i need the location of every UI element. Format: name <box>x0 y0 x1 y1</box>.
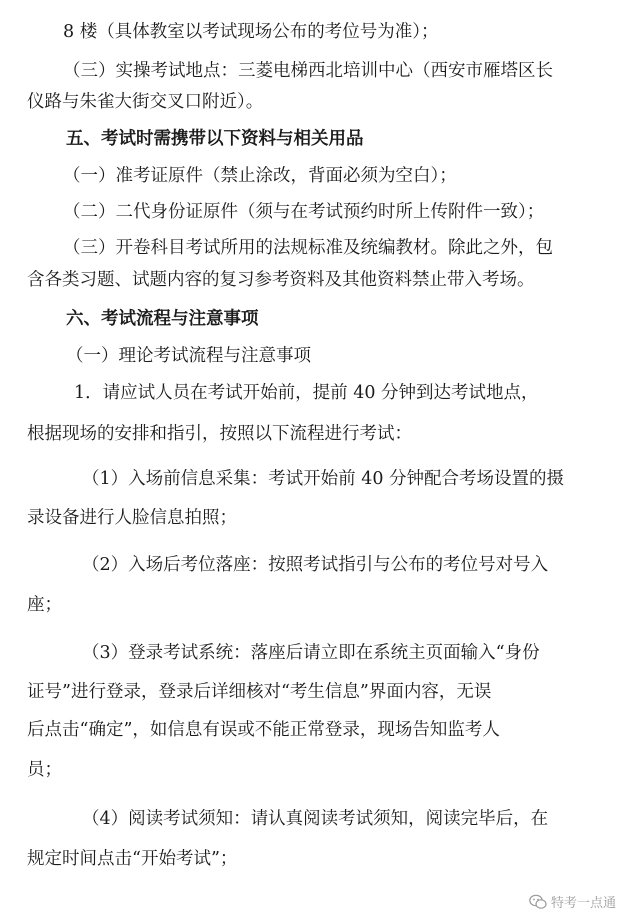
text-line: 后点击“确定”，如信息有误或不能正常登录，现场告知监考人 <box>27 720 500 740</box>
text-line: （1）入场前信息采集：考试开始前 40 分钟配合考场设置的摄 <box>82 469 565 489</box>
text-line: 员； <box>27 760 62 780</box>
text-line: 规定时间点击“开始考试”； <box>27 849 238 869</box>
text-line: （一）准考证原件（禁止涂改，背面必须为空白）； <box>63 166 457 186</box>
text-line: 8 楼（具体教室以考试现场公布的考位号为准）； <box>63 22 439 42</box>
section-heading: 五、考试时需携带以下资料与相关用品 <box>66 129 364 149</box>
text-line: （4）阅读考试须知：请认真阅读考试须知，阅读完毕后，在 <box>82 809 549 829</box>
section-heading: 六、考试流程与注意事项 <box>66 309 259 329</box>
watermark-text: 特考一点通 <box>550 896 616 911</box>
text-line: （三）开卷科目考试所用的法规标准及统编教材。除此之外，包 <box>63 238 553 258</box>
text-line: （二）二代身份证原件（须与在考试预约时所上传附件一致）； <box>63 202 545 222</box>
watermark <box>529 892 616 911</box>
text-line: 含各类习题、试题内容的复习参考资料及其他资料禁止带入考场。 <box>27 270 535 290</box>
text-line: 仪路与朱雀大街交叉口附近）。 <box>27 92 264 112</box>
text-line: 根据现场的安排和指引，按照以下流程进行考试： <box>27 424 412 444</box>
text-line: 1．请应试人员在考试开始前，提前 40 分钟到达考试地点， <box>74 383 539 403</box>
text-line: （2）入场后考位落座：按照考试指引与公布的考位号对号入 <box>82 555 549 575</box>
text-line: 座； <box>27 595 62 615</box>
text-line: （三）实操考试地点：三菱电梯西北培训中心（西安市雁塔区长 <box>63 61 553 81</box>
text-line: 录设备进行人脸信息拍照； <box>27 508 237 528</box>
text-line: （3）登录考试系统：落座后请立即在系统主页面输入“身份 <box>82 643 540 663</box>
subsection-heading: （一）理论考试流程与注意事项 <box>66 346 311 366</box>
text-line: 证号”进行登录，登录后详细核对“考生信息”界面内容，无误 <box>27 682 492 702</box>
wechat-icon <box>529 894 547 910</box>
